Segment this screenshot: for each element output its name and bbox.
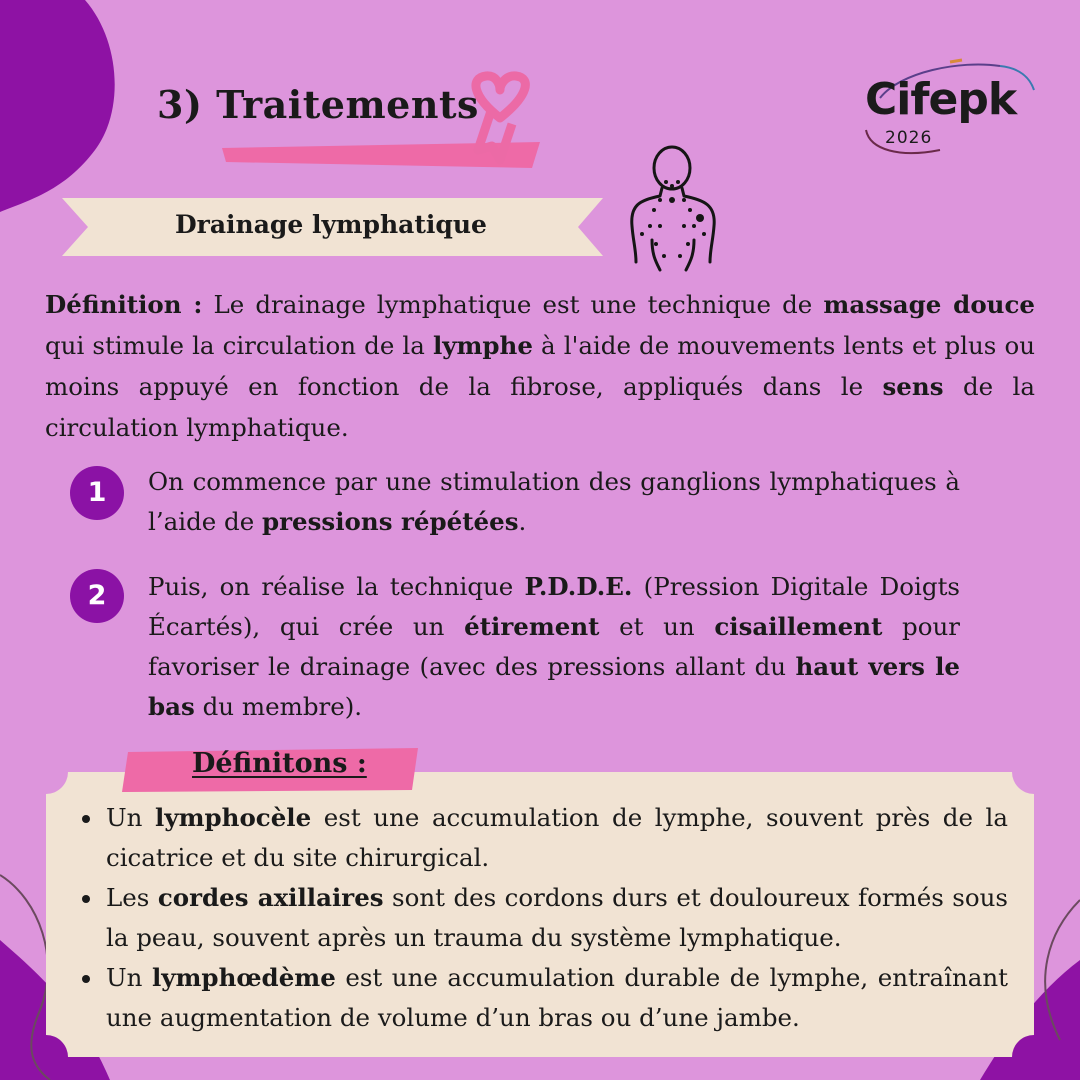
step-bold: pressions répétées [262, 507, 519, 536]
list-item-text: Les [106, 883, 158, 912]
list-item-text: est une accumulation de lymphe, souvent près de la cicatrice et du site chirurgical. [106, 803, 1009, 872]
step-text-part: et un [599, 612, 715, 641]
definition-label: Définition : [45, 290, 203, 319]
step-text-part: . [518, 507, 527, 536]
page-title: 3) Traitements [157, 82, 479, 127]
lymph-body-icon [632, 147, 714, 270]
step-1 [70, 462, 960, 542]
list-item [78, 798, 1008, 878]
section-title: Drainage lymphatique [175, 210, 487, 239]
cifepk-logo [855, 58, 1045, 158]
step-text-part: du membre). [194, 692, 363, 721]
top-left-blob [0, 0, 115, 212]
step-number-badge: 2 [70, 569, 124, 623]
list-item-term: lymphocèle [155, 803, 312, 832]
list-item-text: Un [106, 803, 156, 832]
definition-paragraph [45, 284, 1035, 448]
logo-year: 2026 [885, 128, 933, 148]
step-bold: haut vers le bas [148, 652, 961, 721]
list-item-text: est une accumulation durable de lymphe, entraînant une augmentation de volume d’un bras ou d’une jambe. [106, 963, 1008, 1032]
step-bold: P.D.D.E. [524, 572, 633, 601]
list-item-text: sont des cordons durs et douloureux formés sous la peau, souvent après un trauma du système lymphatique. [106, 883, 1008, 952]
definition-text: à l'aide de mouvements lents et plus ou moins appuyé en fonction de la fibrose, appliqués dans le [45, 331, 1035, 401]
step-number-badge: 1 [70, 466, 124, 520]
definition-text: de la circulation lymphatique. [45, 372, 1036, 442]
list-item-term: lymphœdème [151, 963, 336, 992]
step-text [148, 567, 960, 727]
step-text-part: pour favoriser le drainage (avec des pressions allant du [148, 612, 960, 681]
step-text-part: Puis, on réalise la technique [148, 572, 525, 601]
definition-bold: massage douce [823, 290, 1035, 319]
definitions-list [78, 798, 1008, 1038]
logo-name: Cifepk [865, 74, 1017, 125]
step-2 [70, 567, 960, 727]
definitions-heading: Définitons : [192, 748, 367, 779]
step-text [148, 462, 960, 542]
definition-text: qui stimule la circulation de la [45, 331, 433, 360]
list-item [78, 878, 1008, 958]
list-item-term: cordes axillaires [157, 883, 384, 912]
definition-text: Le drainage lymphatique est une technique de [202, 290, 824, 319]
definition-bold: lymphe [432, 331, 533, 360]
definition-bold: sens [882, 372, 944, 401]
list-item-text: Un [106, 963, 152, 992]
step-text-part: (Pression Digitale Doigts Écartés), qui crée un [148, 572, 960, 641]
step-bold: cisaillement [714, 612, 883, 641]
step-bold: étirement [464, 612, 600, 641]
step-text-part: On commence par une stimulation des ganglions lymphatiques à l’aide de [148, 467, 960, 536]
list-item [78, 958, 1008, 1038]
